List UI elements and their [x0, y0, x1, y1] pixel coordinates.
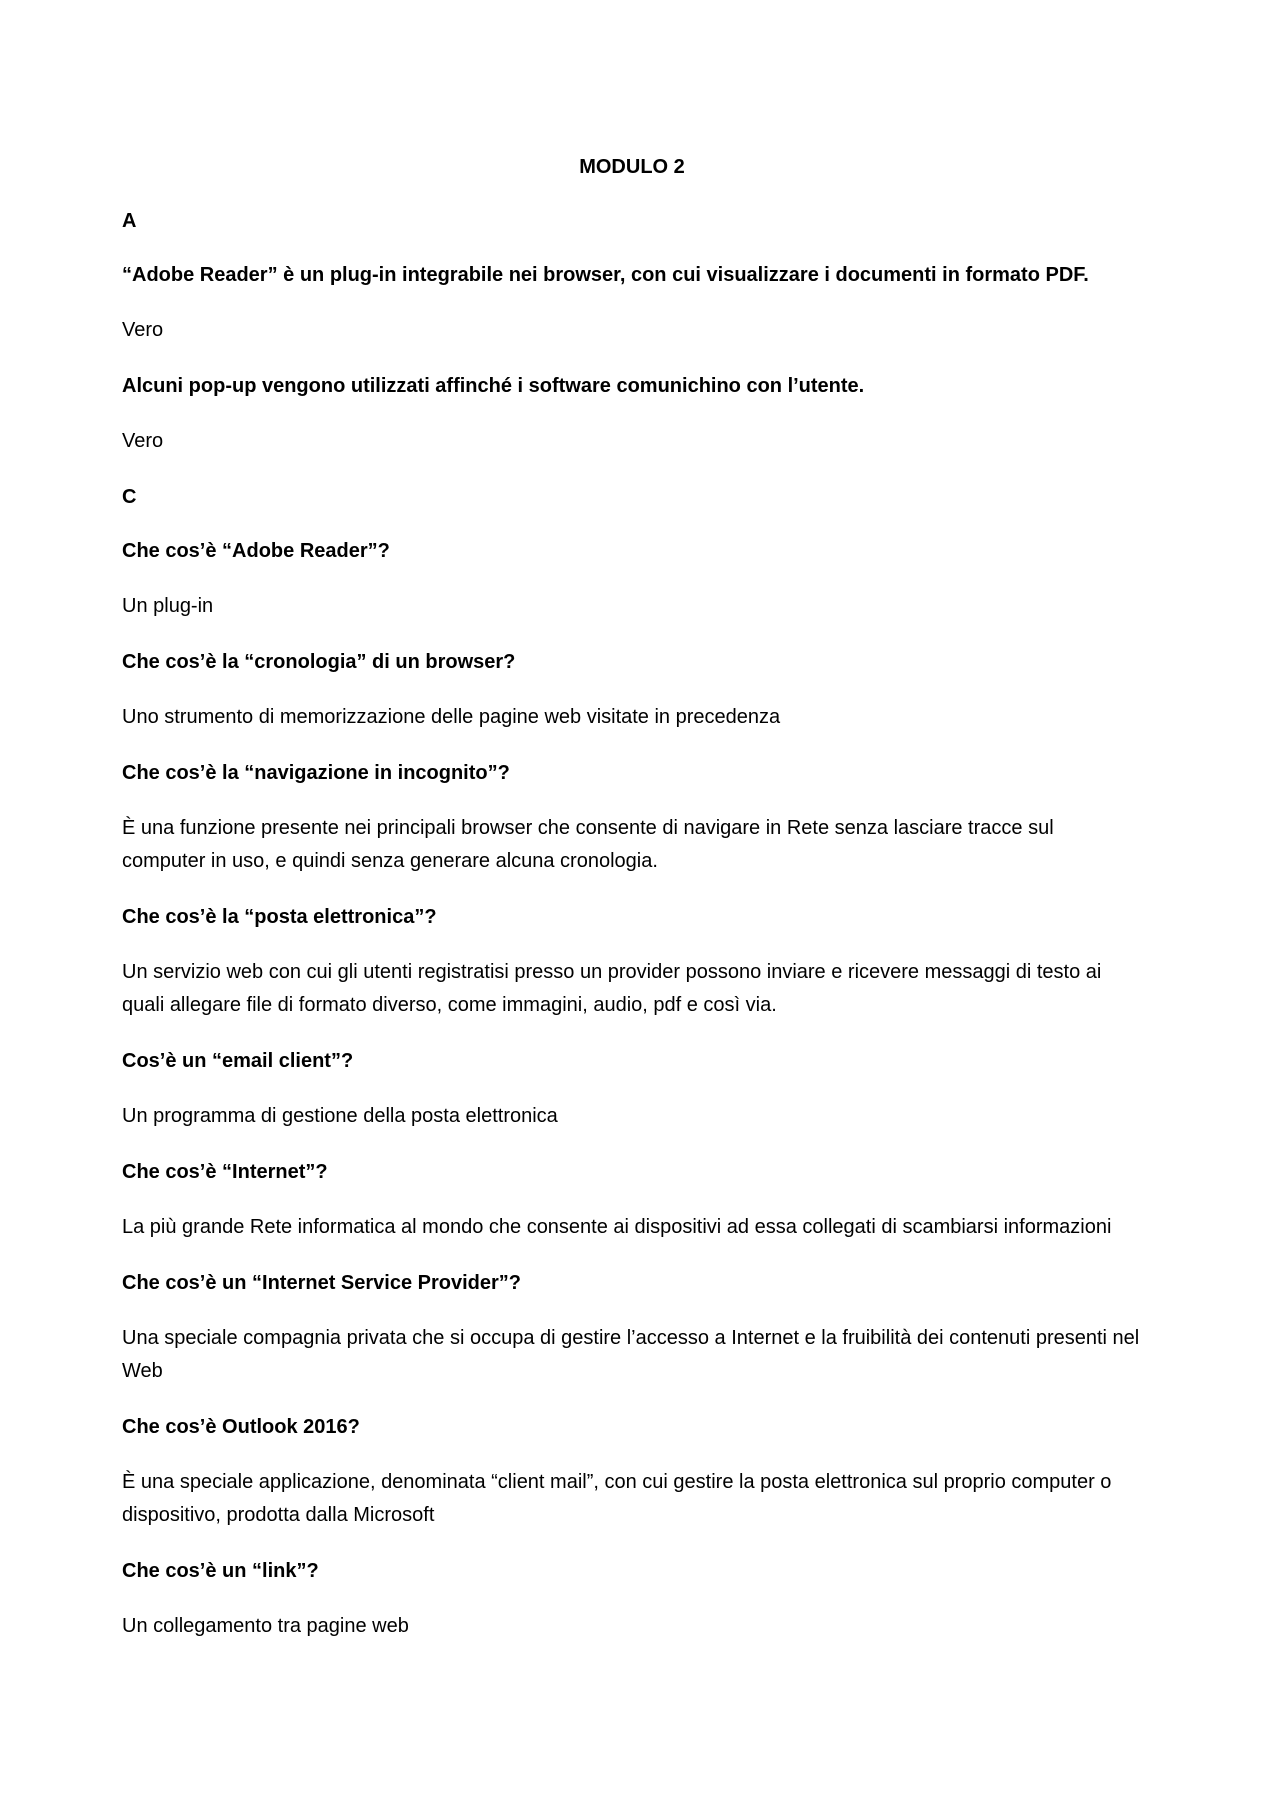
answer: La più grande Rete informatica al mondo che consente ai dispositivi ad essa collegati di scambiarsi informazioni	[122, 1216, 1112, 1238]
section-label-c: C	[122, 486, 137, 508]
answer: È una funzione presente nei principali browser che consente di navigare in Rete senza lasciare tracce sul computer in uso, e quindi senza generare alcuna cronologia.	[122, 817, 1054, 872]
answer: Una speciale compagnia privata che si occupa di gestire l’accesso a Internet e la fruibilità dei contenuti presenti nel Web	[122, 1327, 1140, 1382]
question: Che cos’è la “navigazione in incognito”?	[122, 762, 510, 784]
answer: Un servizio web con cui gli utenti registratisi presso un provider possono inviare e ricevere messaggi di testo ai quali allegare file di formato diverso, come immagini, audio, pdf e così via.	[122, 961, 1102, 1016]
answer: Un collegamento tra pagine web	[122, 1615, 409, 1637]
question: Cos’è un “email client”?	[122, 1050, 354, 1072]
question: Che cos’è Outlook 2016?	[122, 1416, 360, 1438]
answer: Vero	[122, 430, 164, 452]
question: Che cos’è un “link”?	[122, 1560, 319, 1582]
question: “Adobe Reader” è un plug-in integrabile nei browser, con cui visualizzare i documenti in formato PDF.	[122, 264, 1089, 286]
question: Che cos’è un “Internet Service Provider”?	[122, 1272, 522, 1294]
question: Che cos’è “Adobe Reader”?	[122, 540, 390, 562]
answer: È una speciale applicazione, denominata “client mail”, con cui gestire la posta elettronica sul proprio computer o dispositivo, prodotta dalla Microsoft	[122, 1471, 1112, 1526]
question: Alcuni pop-up vengono utilizzati affinché i software comunichino con l’utente.	[122, 375, 865, 397]
document-content	[122, 152, 1142, 1667]
question: Che cos’è “Internet”?	[122, 1161, 328, 1183]
answer: Un plug-in	[122, 595, 214, 617]
section-c-items	[122, 536, 1142, 1643]
section-a-items	[122, 260, 1142, 458]
question: Che cos’è la “cronologia” di un browser?	[122, 651, 516, 673]
answer: Un programma di gestione della posta elettronica	[122, 1105, 558, 1127]
question: Che cos’è la “posta elettronica”?	[122, 906, 437, 928]
page-title: MODULO 2	[579, 156, 685, 178]
section-label-a: A	[122, 210, 137, 232]
answer: Uno strumento di memorizzazione delle pagine web visitate in precedenza	[122, 706, 781, 728]
answer: Vero	[122, 319, 164, 341]
